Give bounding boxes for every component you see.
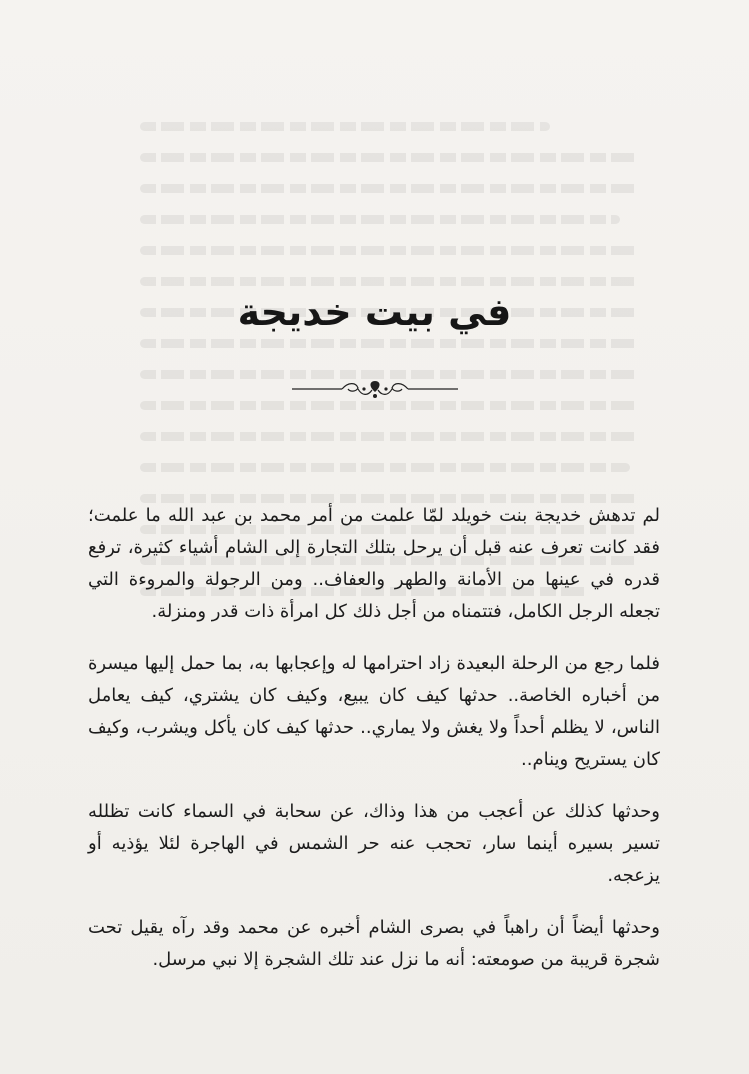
paragraph: فلما رجع من الرحلة البعيدة زاد احترامها له وإعجابها به، بما حمل إليها ميسرة من أخباره الخاصة.. حدثها كيف كان يبيع، وكيف كان يشتري، كيف يعامل الناس، لا يظلم أحداً ولا يغش ولا يماري.. حدثها كيف كان يأكل ويشرب، وكيف كان يستريح وينام..	[88, 653, 660, 770]
ornament-divider-icon	[290, 376, 460, 402]
paragraph: وحدثها أيضاً أن راهباً في بصرى الشام أخبره عن محمد وقد رآه يقيل تحت شجرة قريبة من صومعته: أنه ما نزل عند تلك الشجرة إلا نبي مرسل.	[88, 917, 660, 970]
paragraph: لم تدهش خديجة بنت خويلد لمّا علمت من أمر محمد بن عبد الله ما علمت؛ فقد كانت تعرف عنه قبل أن يرحل بتلك التجارة إلى الشام أشياء كثيرة، ترفع قدره في عينها من الأمانة والطهر والعفاف.. ومن الرجولة والمروءة التي تجعله الرجل الكامل، فتتمناه من أجل ذلك كل امرأة ذات قدر ومنزلة.	[88, 505, 660, 622]
paragraph: وحدثها كذلك عن أعجب من هذا وذاك، عن سحابة في السماء كانت تظلله تسير بسيره أينما سار، تحجب عنه حر الشمس في الهاجرة لئلا يؤذيه أو يزعجه.	[88, 801, 660, 886]
chapter-title: في بيت خديجة	[237, 290, 512, 334]
body-text	[88, 500, 660, 996]
